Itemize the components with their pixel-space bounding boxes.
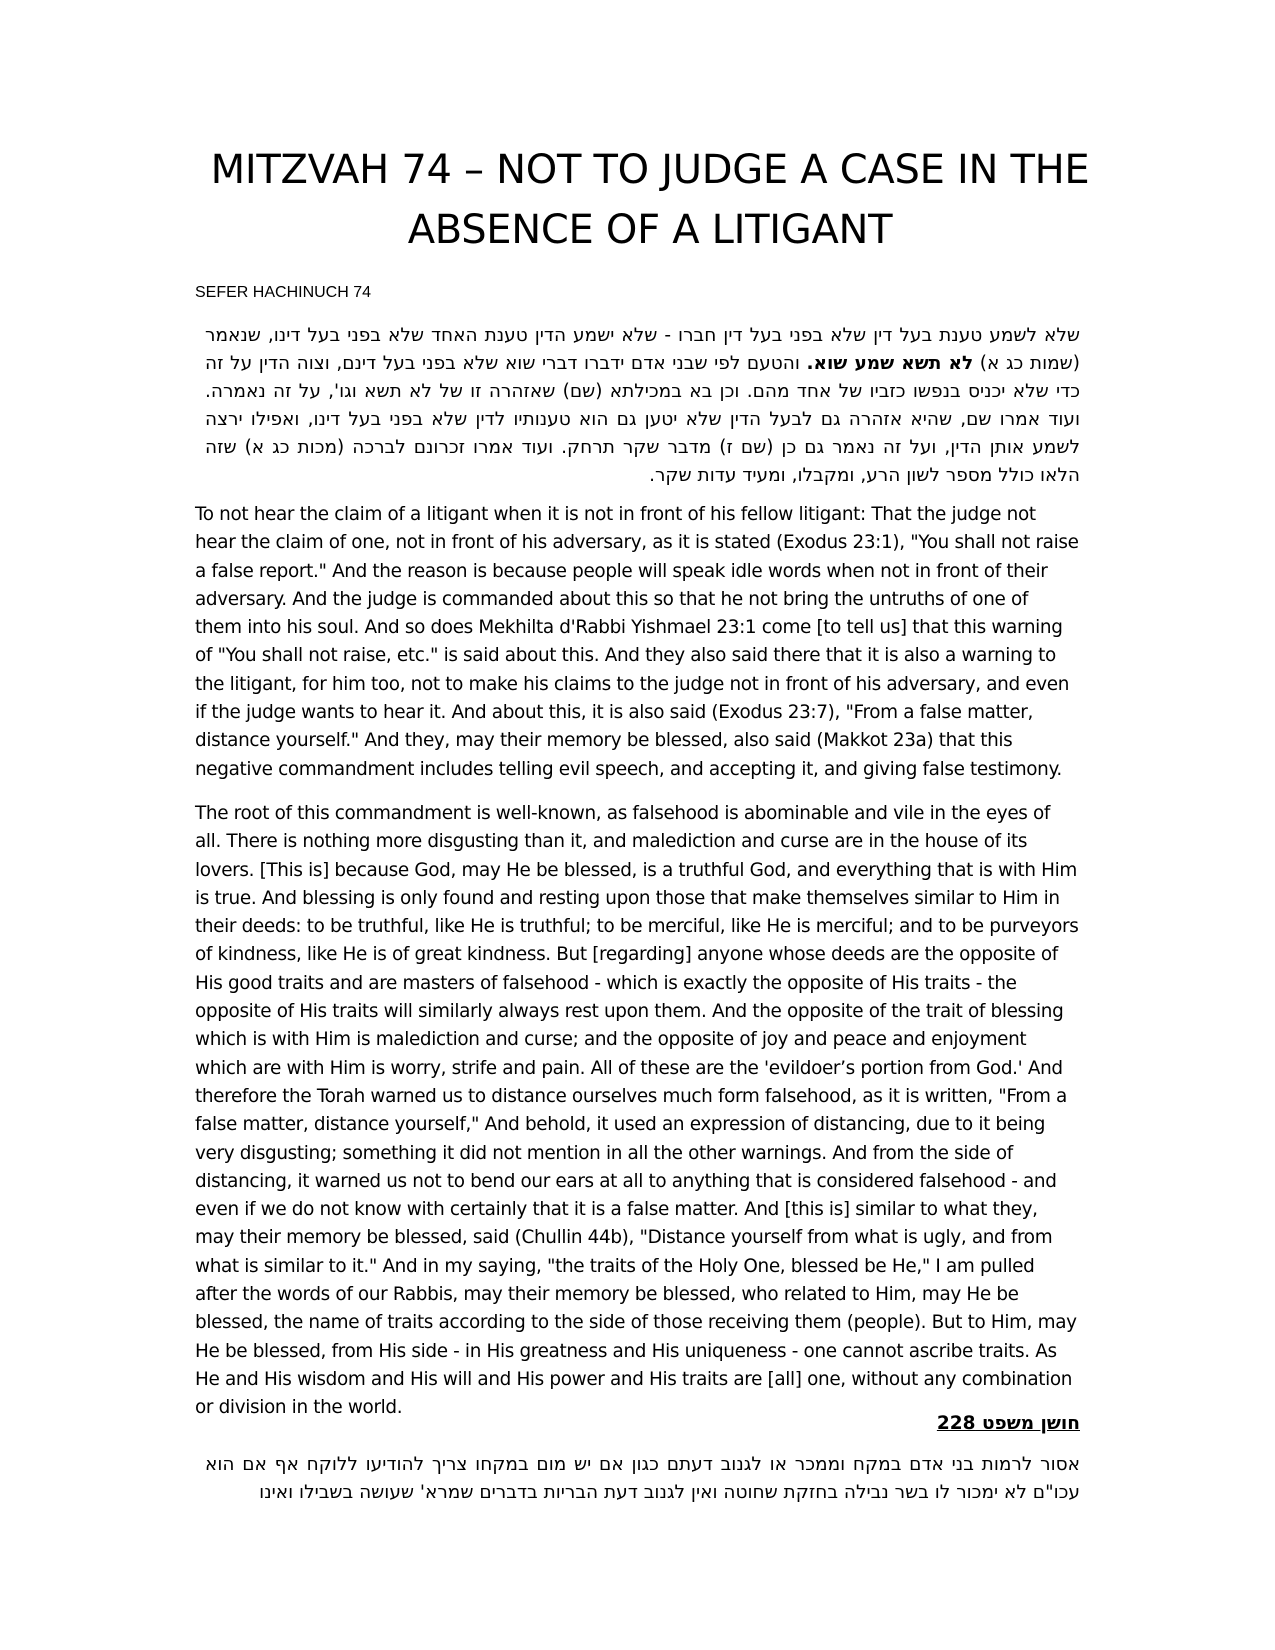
page-title: MITZVAH 74 – NOT TO JUDGE A CASE IN THE ABSENCE OF A LITIGANT [210, 147, 1090, 253]
second-source-text: אסור לרמות בני אדם במקח וממכר או לגנוב דעתם כגון אם יש מום במקחו צריך להודיעו ללוקח אף אם הוא עכו"ם לא ימכור לו בשר נבילה בחזקת שחוטה ואין לגנוב דעת הבריות בדברים שמרא' שעושה בשבילו ואינו [205, 1454, 1080, 1503]
hebrew-text-part: והטעם לפי שבני אדם ידברו דברי שוא שלא בפני בעל דינם, וצוה הדין על זה כדי שלא יכניס בנפשו כזביו של אחד מהם. וכן בא במכילתא (שם) שאזהרה זו של לא תשא וגו', על זה נאמרה. ועוד אמרו שם, שהיא אזהרה גם לבעל הדין שלא יטען גם הוא טענותיו לדין שלא בפני בעל דינו, ואפילו ירצה לשמע אותן הדין, ועל זה נאמר גם כן (שם ז) מדבר שקר תרחק. ועוד אמרו זכרונם לברכה (מכות כג א) שזה הלאו כולל מספר לשון הרע, ומקבלו, ומעיד עדות שקר. [205, 353, 1080, 486]
second-source-heading: חושן משפט 228 [936, 1413, 1080, 1434]
english-commentary-paragraph: The root of this commandment is well-known, as falsehood is abominable and vile in the eyes of all. There is nothing more disgusting than it, and malediction and curse are in the house of its lovers. [This is] because God, may He be blessed, is a truthful God, and everything that is with Him is true. And blessing is only found and resting upon those that make themselves similar to Him in their deeds: to be truthful, like He is truthful; to be merciful, like He is merciful; and to be purveyors of kindness, like He is of great kindness. But [regarding] anyone whose deeds are the opposite of His good traits and are masters of falsehood - which is exactly the opposite of His traits - the opposite of His traits will similarly always rest upon them. And the opposite of the trait of blessing which is with Him is malediction and curse; and the opposite of joy and peace and enjoyment which are with Him is worry, strife and pain. All of these are the 'evildoer’s portion from God.' And therefore the Torah warned us to distance ourselves much form falsehood, as it is written, "From a false matter, distance yourself," And behold, it used an expression of distancing, due to it being very disgusting; something it did not mention in all the other warnings. And from the side of distancing, it warned us not to bend our ears at all to anything that is considered falsehood - and even if we do not know with certainly that it is a false matter. And [this is] similar to what they, may their memory be blessed, said (Chullin 44b), "Distance yourself from what is ugly, and from what is similar to it." And in my saying, "the traits of the Holy One, blessed be He," I am pulled after the words of our Rabbis, may their memory be blessed, who related to Him, may He be blessed, the name of traits according to the side of those receiving them (people). But to Him, may He be blessed, from His side - in His greatness and His uniqueness - one cannot ascribe traits. As He and His wisdom and His will and His power and His traits are [all] one, without any combination or division in the world. [195, 803, 1079, 1419]
source-label: SEFER HACHINUCH 74 [195, 284, 372, 301]
hebrew-source-passage [205, 322, 1080, 490]
english-translation-paragraph: To not hear the claim of a litigant when it is not in front of his fellow litigant: That the judge not hear the claim of one, not in front of his adversary, as it is stated (Exodus 23:1), "You shall not raise a false report." And the reason is because people will speak idle words when not in front of their adversary. And the judge is commanded about this so that he not bring the untruths of one of them into his soul. And so does Mekhilta d'Rabbi Yishmael 23:1 come [to tell us] that this warning of "You shall not raise, etc." is said about this. And they also said there that it is also a warning to the litigant, for him too, not to make his claims to the judge not in front of his adversary, and even if the judge wants to hear it. And about this, it is also said (Exodus 23:7), "From a false matter, distance yourself." And they, may their memory be blessed, also said (Makkot 23a) that this negative commandment includes telling evil speech, and accepting it, and giving false testimony. [195, 504, 1079, 780]
hebrew-text-part: שלא לשמע טענת בעל דין שלא בפני בעל דין חברו - שלא ישמע הדין טענת האחד שלא בפני בעל דינו, שנאמר (שמות כג א) [205, 325, 1080, 374]
hebrew-bold-verse: לא תשא שמע שוא. [806, 353, 974, 374]
